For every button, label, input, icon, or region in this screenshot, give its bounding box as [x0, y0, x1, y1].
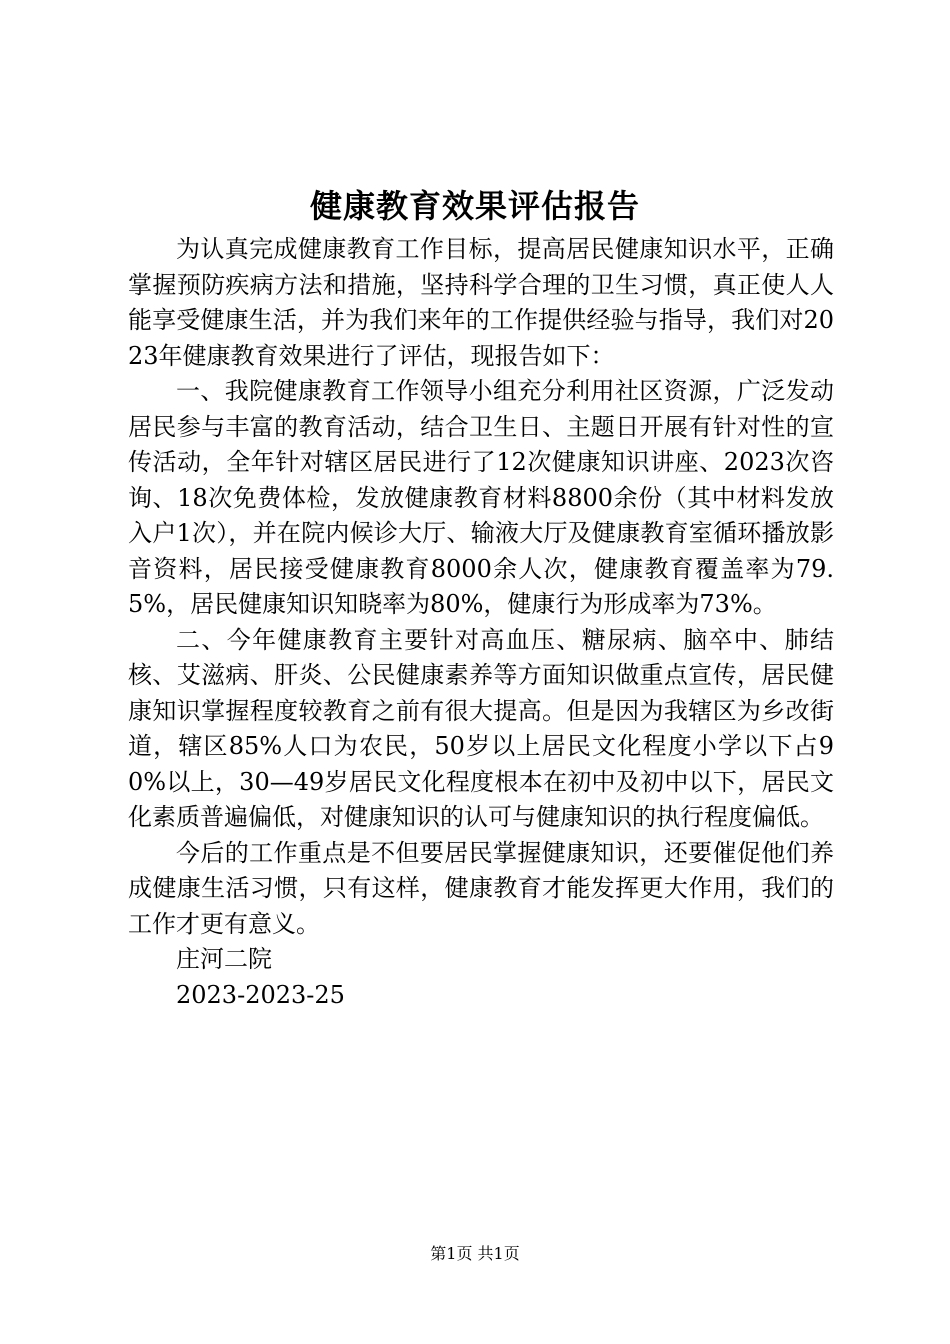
document-body — [128, 232, 834, 1013]
signature-organization: 庄河二院 — [176, 945, 272, 973]
document-title: 健康教育效果评估报告 — [309, 187, 640, 225]
page-number-footer: 第1页 共1页 — [430, 1244, 520, 1263]
paragraph-section-one: 一、我院健康教育工作领导小组充分利用社区资源，广泛发动居民参与丰富的教育活动，结合卫生日、主题日开展有针对性的宣传活动，全年针对辖区居民进行了12次健康知识讲座、2023次咨询、18次免费体检，发放健康教育材料8800余份（其中材料发放入户1次），并在院内候诊大厅、输液大厅及健康教育室循环播放影音资料，居民接受健康教育8000余人次，健康教育覆盖率为79.5%，居民健康知识知晓率为80%，健康行为形成率为73%。 — [128, 377, 834, 618]
signature-date: 2023-2023-25 — [176, 980, 345, 1009]
paragraph-intro: 为认真完成健康教育工作目标，提高居民健康知识水平，正确掌握预防疾病方法和措施，坚持科学合理的卫生习惯，真正使人人能享受健康生活，并为我们来年的工作提供经验与指导，我们对2023年健康教育效果进行了评估，现报告如下： — [128, 235, 834, 370]
paragraph-section-two: 二、今年健康教育主要针对高血压、糖尿病、脑卒中、肺结核、艾滋病、肝炎、公民健康素养等方面知识做重点宣传，居民健康知识掌握程度较教育之前有很大提高。但是因为我辖区为乡改街道，辖区85%人口为农民，50岁以上居民文化程度小学以下占90%以上，30—49岁居民文化程度根本在初中及初中以下，居民文化素质普遍偏低，对健康知识的认可与健康知识的执行程度偏低。 — [128, 625, 834, 831]
paragraph-future-work: 今后的工作重点是不但要居民掌握健康知识，还要催促他们养成健康生活习惯，只有这样，健康教育才能发挥更大作用，我们的工作才更有意义。 — [128, 838, 834, 938]
